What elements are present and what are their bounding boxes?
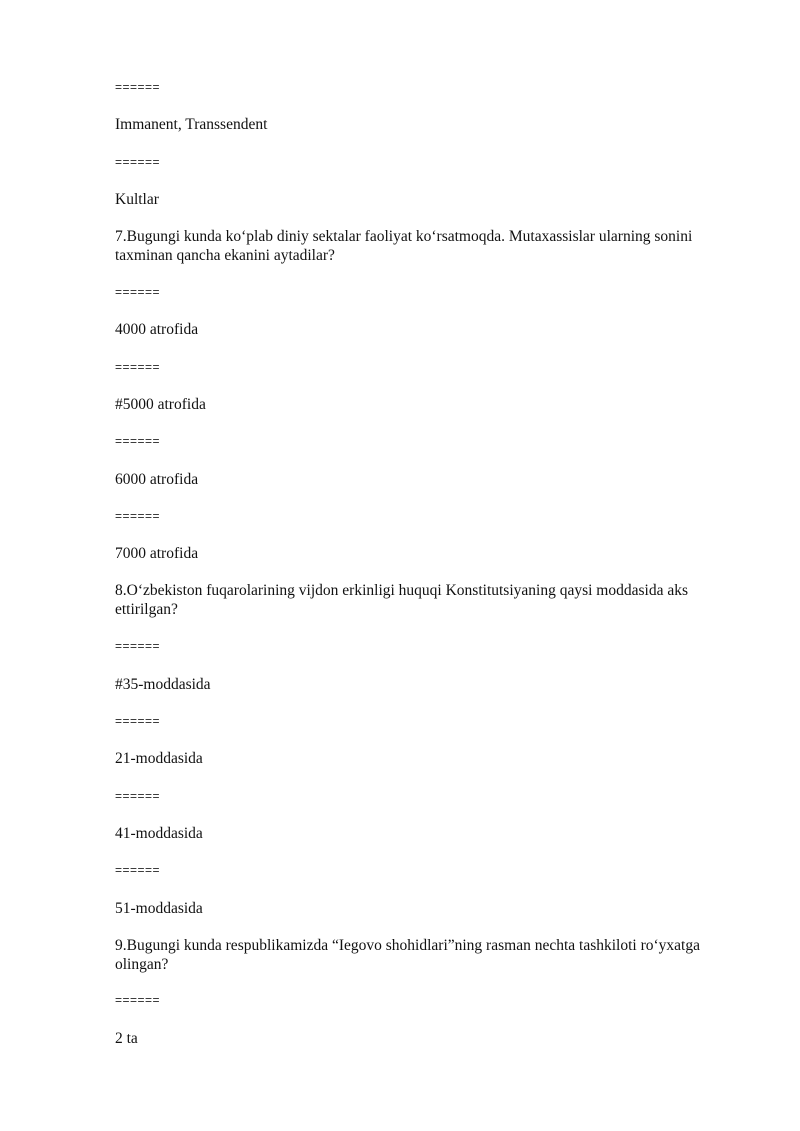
answer-option: 7000 atrofida [115,545,199,562]
answer-option: Kultlar [115,191,159,208]
separator: ====== [115,714,161,728]
separator: ====== [115,639,161,653]
question-text: 8.O‘zbekiston fuqarolarining vijdon erkinligi huquqi Konstitutsiyaning qaysi moddasida aks ettirilgan? [115,582,688,618]
separator: ====== [115,863,161,877]
separator: ====== [115,434,161,448]
answer-option: 21-moddasida [115,750,203,767]
answer-option: Immanent, Transsendent [115,116,268,133]
answer-option: 41-moddasida [115,825,203,842]
separator: ====== [115,285,161,299]
question-text: 9.Bugungi kunda respublikamizda “Iegovo shohidlari”ning rasman nechta tashkiloti ro‘yxatga olingan? [115,937,700,973]
answer-option: #35-moddasida [115,676,211,693]
answer-option: 6000 atrofida [115,471,199,488]
separator: ====== [115,360,161,374]
separator: ====== [115,509,161,523]
answer-option: #5000 atrofida [115,396,206,413]
separator: ====== [115,80,161,94]
separator: ====== [115,155,161,169]
separator: ====== [115,789,161,803]
answer-option: 51-moddasida [115,900,203,917]
question-text: 7.Bugungi kunda ko‘plab diniy sektalar faoliyat ko‘rsatmoqda. Mutaxassislar ularning sonini taxminan qancha ekanini aytadilar? [115,228,693,264]
answer-option: 2 ta [115,1030,138,1047]
answer-option: 4000 atrofida [115,321,199,338]
separator: ====== [115,993,161,1007]
